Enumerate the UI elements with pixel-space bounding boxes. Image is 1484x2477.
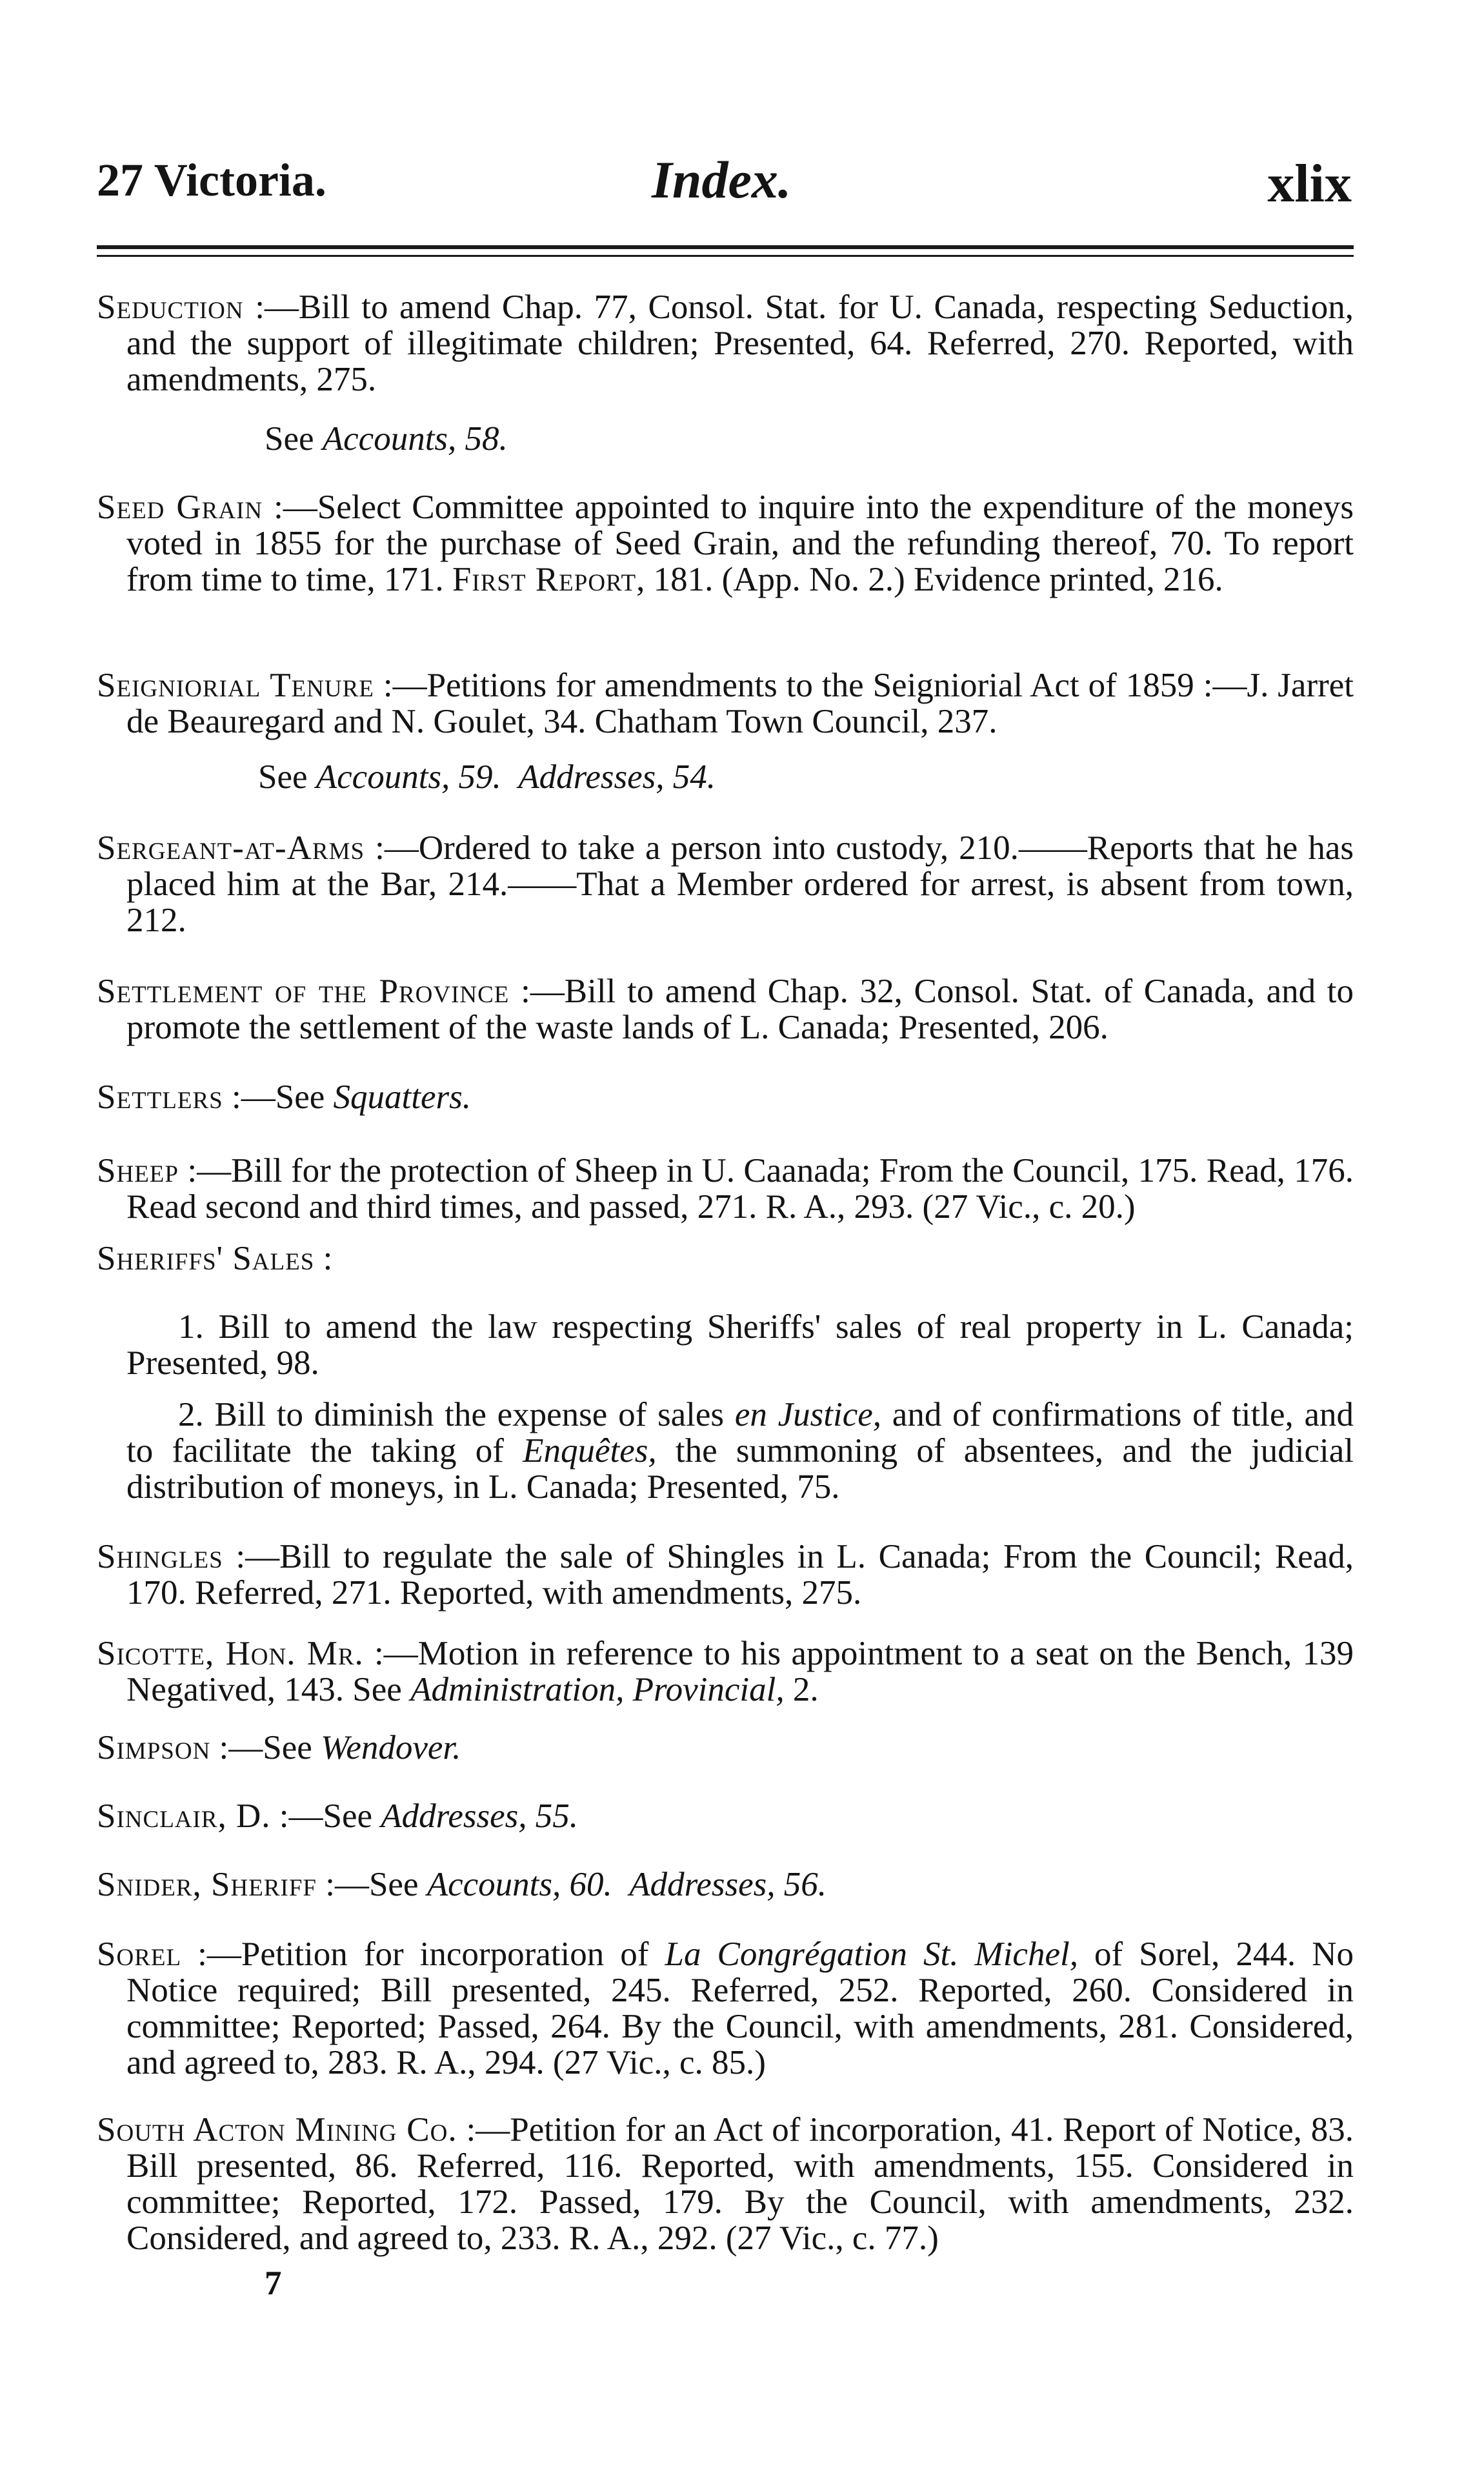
index-entry-snider (97, 1866, 1354, 1903)
sub-entry-italic: en Justice, (734, 1396, 882, 1433)
sub-entry-2 (126, 1397, 1354, 1505)
entry-text-tail: , 181. (App. No. 2.) Evidence printed, 216. (636, 561, 1223, 598)
entry-text: :—Bill to regulate the sale of Shingles in L. Canada; From the Council; Read, 170. Referred, 271. Reported, with amendments, 275. (126, 1538, 1354, 1612)
entry-heading: Seed Grain (97, 489, 263, 526)
see-target: Accounts, 59. (316, 758, 501, 796)
see-target: Wendover. (321, 1729, 461, 1766)
entry-text: :—Bill for the protection of Sheep in U. Caanada; From the Council, 175. Read, 176. Read second and third times, and passed, 271. R. A., 293. (27 Vic., c. 20.) (126, 1152, 1354, 1226)
see-label: See (258, 758, 308, 796)
see-target: Accounts, 58. (322, 420, 508, 458)
entry-text: :—Petition for incorporation of (197, 1936, 649, 1973)
running-head-title: Index. (652, 150, 792, 209)
index-entry-seigniorial-tenure (97, 667, 1354, 740)
index-entry-sicotte (97, 1635, 1354, 1708)
page-number: xlix (1267, 154, 1352, 214)
running-head-left: 27 Victoria. (97, 154, 326, 206)
index-entry-seed-grain (97, 489, 1354, 598)
index-entry-settlement (97, 973, 1354, 1046)
entry-text: :—Petition for an Act of incorporation, 41. Report of Notice, 83. Bill presented, 86. Referred, 116. Reported, with amendments, 155. Considered in committee; Reported, 172. Passed, 179. By the Council, with amendments, 232. Considered, and agreed to, 233. R. A., 292. (27 Vic., c. 77.) (126, 2111, 1354, 2257)
index-entry-south-acton-mining (97, 2112, 1354, 2256)
see-target: La Congrégation St. Michel, (665, 1936, 1078, 1973)
sub-entry-italic: Enquêtes, (523, 1432, 657, 1470)
see-target: Squatters. (333, 1078, 471, 1116)
entry-heading: Sheep (97, 1152, 179, 1189)
entry-text: :—Bill to amend Chap. 32, Consol. Stat. of Canada, and to promote the settlement of the waste lands of L. Canada; Presented, 206. (126, 973, 1354, 1046)
index-entry-simpson (97, 1730, 1354, 1766)
entry-heading: Sheriffs' Sales (97, 1240, 315, 1277)
index-entry-shingles (97, 1539, 1354, 1611)
entry-heading: Snider, Sheriff (97, 1866, 317, 1903)
entry-text-tail: of Sorel, 244. No Notice required; Bill presented, 245. Referred, 252. Reported, 260. Considered in committee; Reported; Passed, 264. By the Council, with amendments, 281. Considered, and agreed to, 283. R. A., 294. (27 Vic., c. 85.) (126, 1936, 1354, 2081)
entry-text: :—Petitions for amendments to the Seigniorial Act of 1859 :—J. Jarret de Beauregard and N. Goulet, 34. Chatham Town Council, 237. (126, 667, 1354, 740)
sub-entry-1: 1. Bill to amend the law respecting Sheriffs' sales of real property in L. Canada; Presented, 98. (126, 1308, 1354, 1382)
first-report-label: First Report (452, 561, 637, 598)
sub-entry-text: the summoning of absentees, and the judicial distribution of moneys, in L. Canada; Presented, 75. (126, 1432, 1354, 1506)
sub-entry-text: 2. Bill to diminish the expense of sales (178, 1396, 725, 1433)
see-label: See (265, 420, 314, 458)
index-entry-settlers (97, 1079, 1354, 1115)
index-entry-sergeant-at-arms (97, 830, 1354, 938)
entry-text-tail: 2. (792, 1671, 819, 1708)
header-rule-thin (97, 255, 1354, 257)
sub-entry-text: and of confirmations of title, and to facilitate the taking of (126, 1396, 1354, 1470)
see-reference (265, 421, 508, 457)
entry-text: :—Ordered to take a person into custody, 210.——Reports that he has placed him at the Bar, 214.——That a Member ordered for arrest, is absent from town, 212. (126, 829, 1354, 939)
index-entry-sheriffs-sales (97, 1240, 1354, 1277)
entry-heading: Seigniorial Tenure (97, 667, 374, 704)
see-reference (258, 759, 716, 795)
entry-heading: Sorel (97, 1936, 182, 1973)
index-entry-sheep (97, 1153, 1354, 1225)
entry-text: :—Bill to amend Chap. 77, Consol. Stat. for U. Canada, respecting Seduction, and the support of illegitimate children; Presented, 64. Referred, 270. Reported, with amendments, 275. (126, 288, 1354, 398)
entry-heading: South Acton Mining Co. (97, 2111, 457, 2148)
entry-heading: Sergeant-at-Arms (97, 829, 365, 867)
see-target: Addresses, 56. (629, 1866, 827, 1903)
index-entry-sinclair (97, 1798, 1354, 1834)
entry-heading: Sinclair, D. (97, 1797, 271, 1835)
signature-mark: 7 (265, 2265, 282, 2302)
entry-text: :—See (325, 1866, 419, 1903)
entry-heading: Settlement of the Province (97, 973, 510, 1010)
entry-heading: Simpson (97, 1729, 211, 1766)
see-target: Accounts, 60. (426, 1866, 612, 1903)
see-target: Addresses, 55. (381, 1797, 579, 1835)
entry-text: :—Select Committee appointed to inquire into the expenditure of the moneys voted in 1855 for the purchase of Seed Grain, and the refunding thereof, 70. To report from time to time, 171. (126, 489, 1354, 598)
entry-text: :—See (232, 1078, 325, 1116)
entry-text: :—See (219, 1729, 312, 1766)
see-target: Administration, Provincial, (410, 1671, 785, 1708)
entry-heading: Settlers (97, 1078, 223, 1116)
see-target: Addresses, 54. (518, 758, 716, 796)
entry-heading: Shingles (97, 1538, 223, 1575)
entry-text: : (323, 1240, 333, 1277)
header-rule-thick (97, 245, 1354, 249)
index-entry-sorel (97, 1936, 1354, 2081)
index-entry-seduction (97, 289, 1354, 398)
entry-heading: Sicotte, Hon. Mr. (97, 1635, 364, 1672)
entry-text: :—See (279, 1797, 373, 1835)
entry-heading: Seduction (97, 288, 244, 326)
entry-text: :—Motion in reference to his appointment to a seat on the Bench, 139 Negatived, 143. See (126, 1635, 1354, 1708)
